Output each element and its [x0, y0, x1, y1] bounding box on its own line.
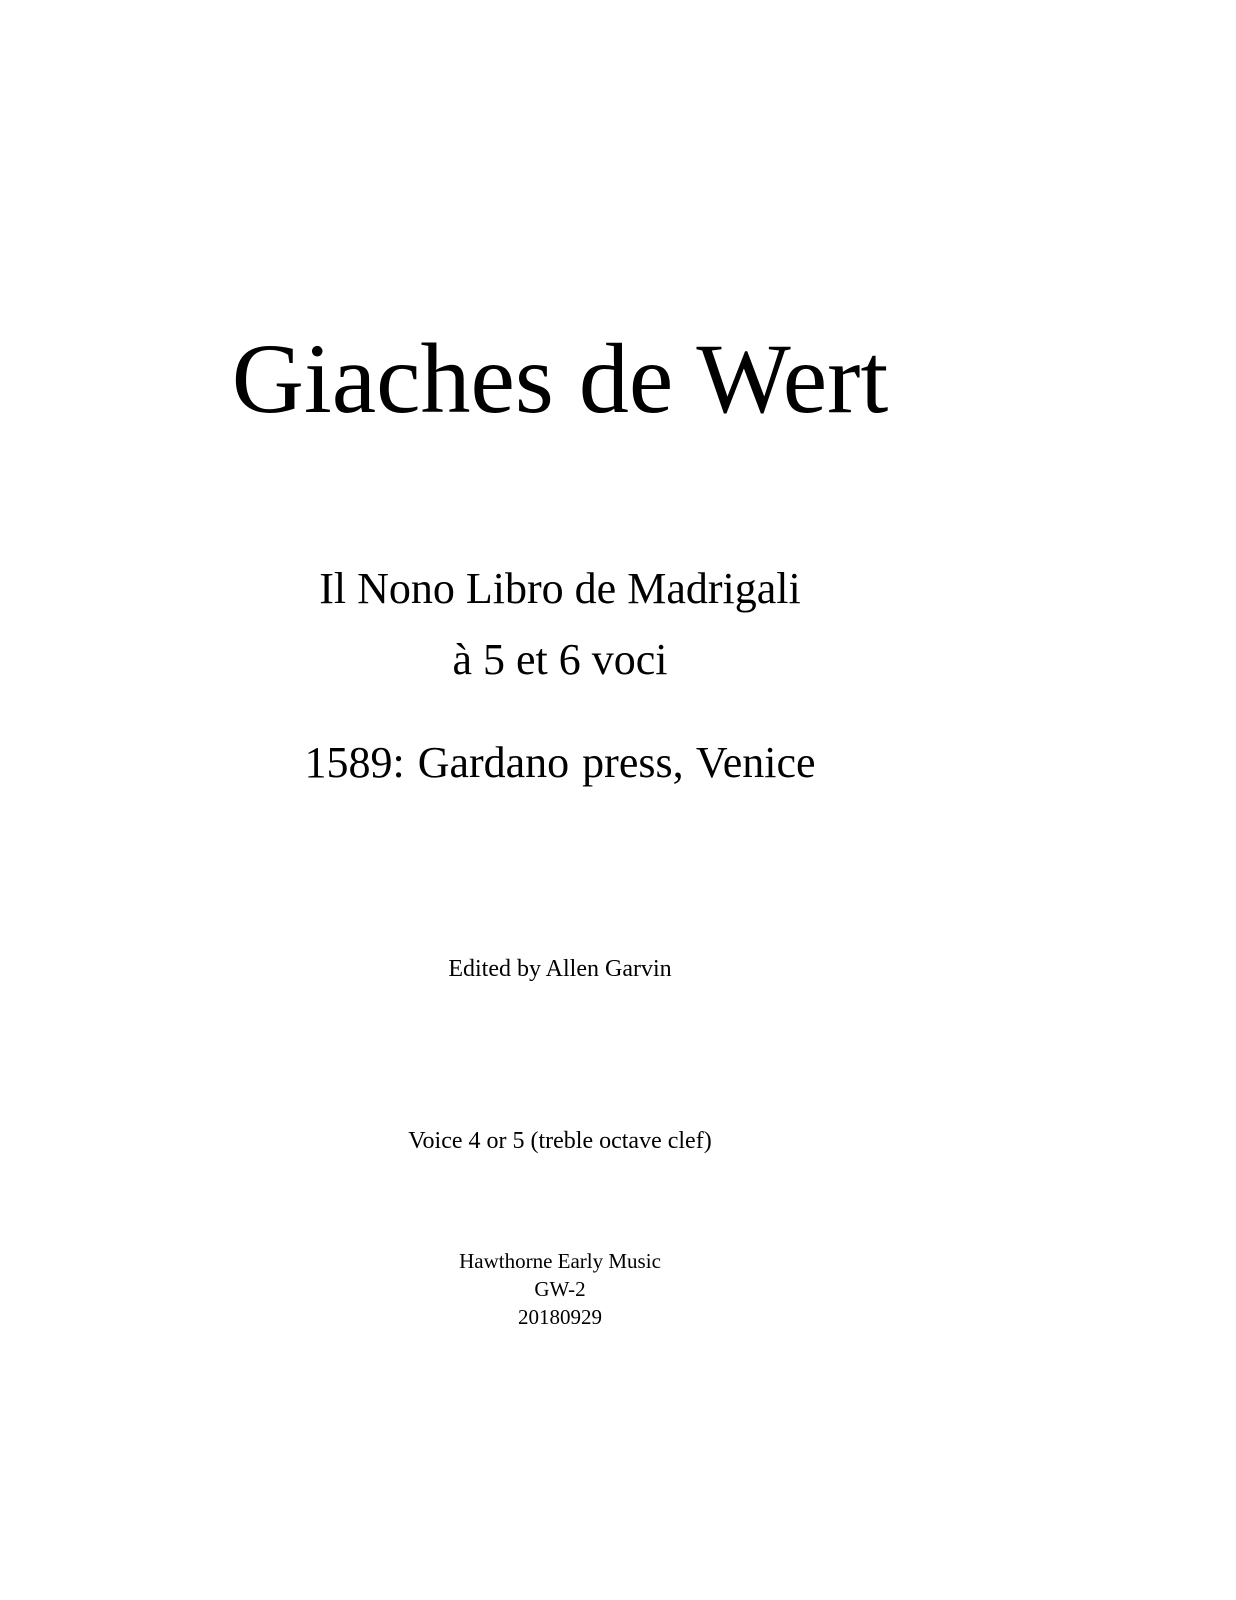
editor-credit: Edited by Allen Garvin: [448, 956, 672, 982]
edition-date: 20180929: [518, 1305, 602, 1329]
collection-title: Il Nono Libro de Madrigali: [319, 564, 801, 613]
voice-part: Voice 4 or 5 (treble octave clef): [408, 1128, 712, 1154]
publication-info: 1589: Gardano press, Venice: [304, 738, 816, 787]
catalog-code: GW-2: [534, 1277, 586, 1301]
voicing: à 5 et 6 voci: [452, 635, 668, 684]
publisher-name: Hawthorne Early Music: [459, 1249, 661, 1273]
composer-title: Giaches de Wert: [231, 323, 889, 434]
